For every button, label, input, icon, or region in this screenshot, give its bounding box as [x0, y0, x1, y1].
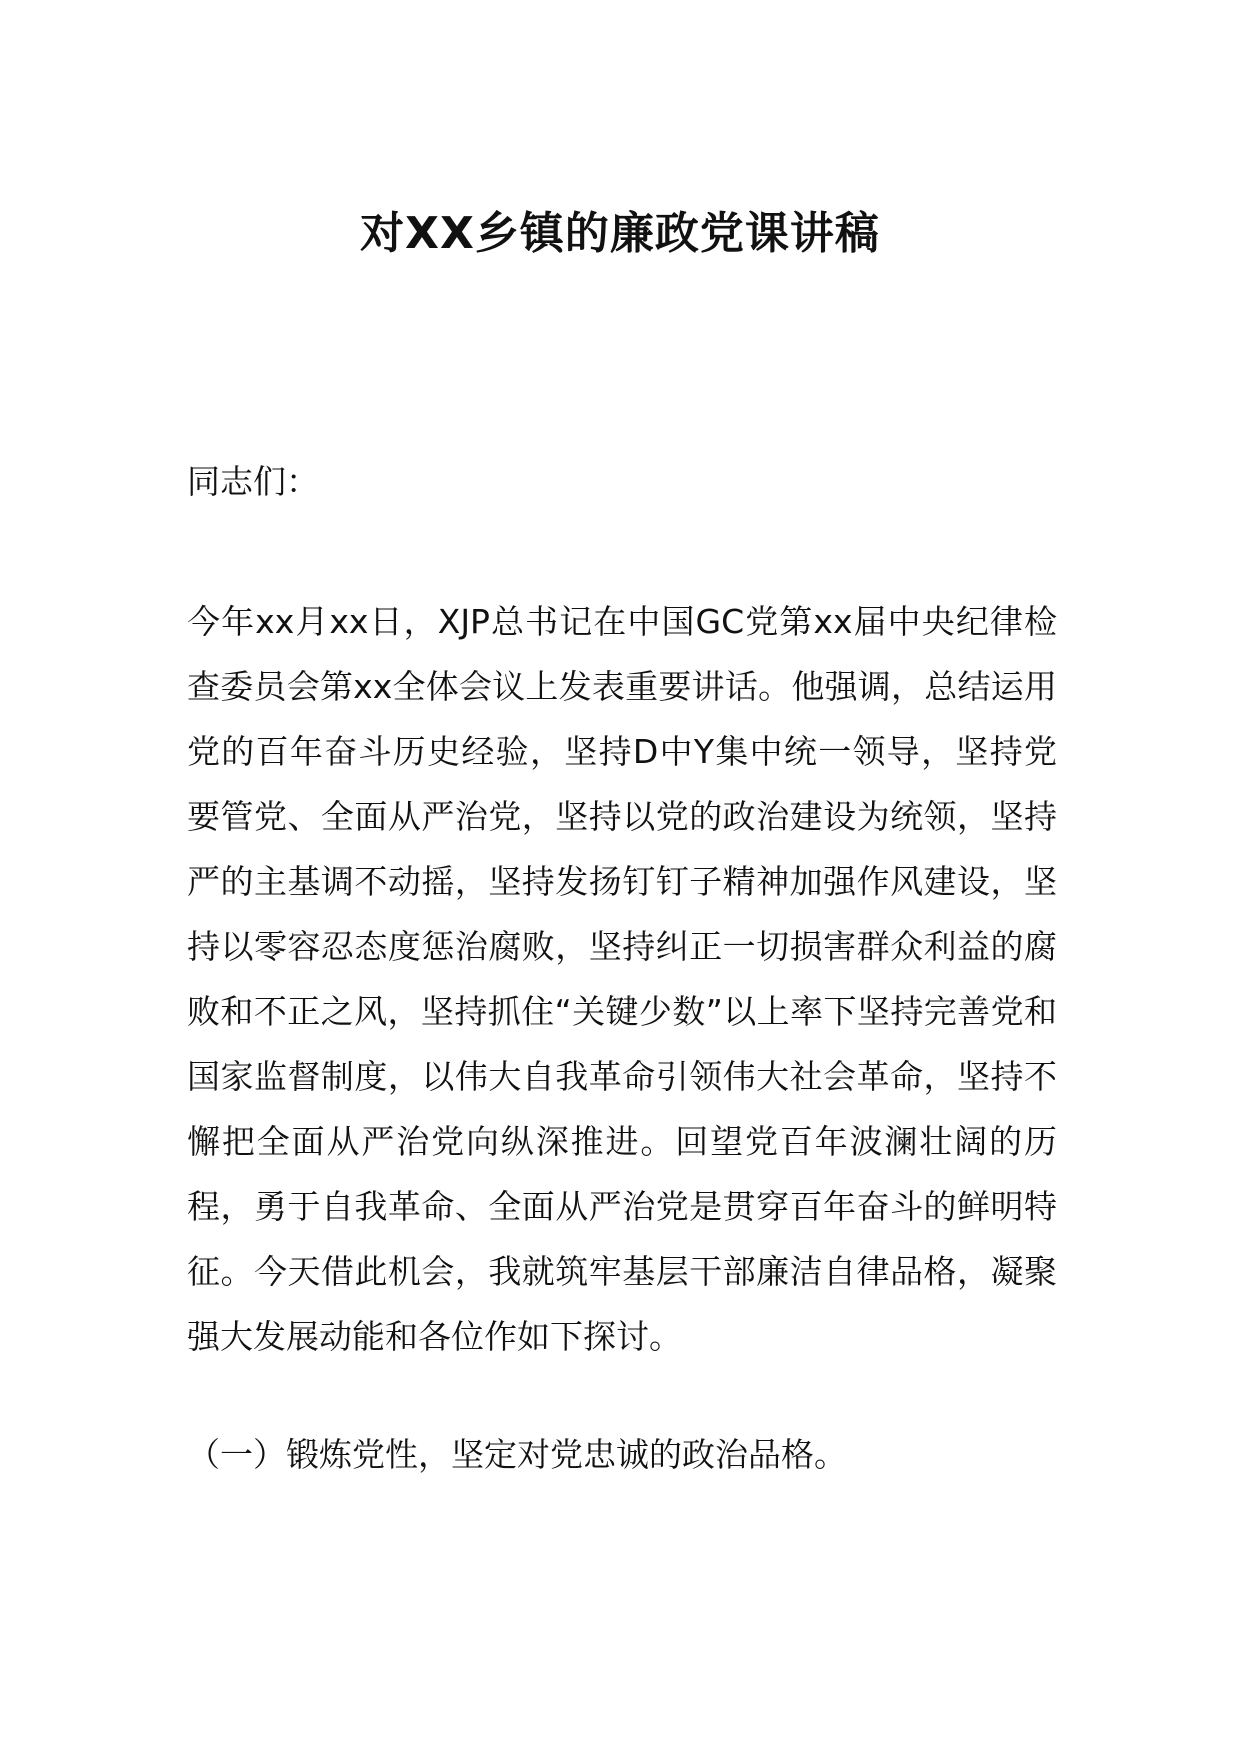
- salutation: 同志们：: [187, 462, 319, 501]
- body-paragraph: 今年xx月xx日，XJP总书记在中国GC党第xx届中央纪律检查委员会第xx全体会议上发表重要讲话。他强调，总结运用党的百年奋斗历史经验，坚持D中Y集中统一领导，坚持党要管党、全面从严治党，坚持以党的政治建设为统领，坚持严的主基调不动摇，坚持发扬钉钉子精神加强作风建设，坚持以零容忍态度惩治腐败，坚持纠正一切损害群众利益的腐败和不正之风，坚持抓住“关键少数”以上率下坚持完善党和国家监督制度，以伟大自我革命引领伟大社会革命，坚持不懈把全面从严治党向纵深推进。回望党百年波澜壮阔的历程，勇于自我革命、全面从严治党是贯穿百年奋斗的鲜明特征。今天借此机会，我就筑牢基层干部廉洁自律品格，凝聚强大发展动能和各位作如下探讨。: [187, 602, 1057, 1356]
- document-title: 对XX乡镇的廉政党课讲稿: [360, 208, 880, 259]
- section-heading: （一）锻炼党性，坚定对党忠诚的政治品格。: [187, 1435, 847, 1474]
